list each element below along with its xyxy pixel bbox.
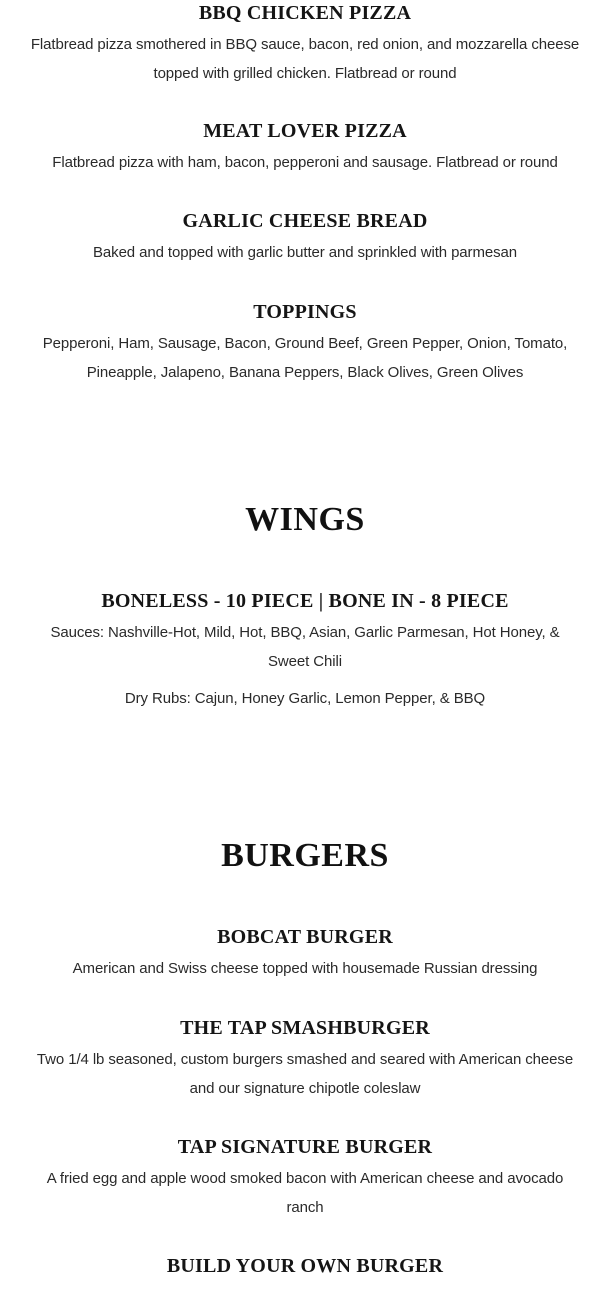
menu-item-garlic-cheese-bread: [0, 208, 610, 267]
menu-item-toppings: [0, 299, 610, 387]
section-title-burgers: BURGERS: [221, 837, 389, 874]
menu-item-title: BBQ CHICKEN PIZZA: [198, 2, 412, 24]
menu-item-title: THE TAP SMASHBURGER: [180, 1017, 430, 1039]
wings-dry-rubs: Dry Rubs: Cajun, Honey Garlic, Lemon Pepper, & BBQ: [124, 690, 486, 707]
menu-item-bobcat-burger: [0, 924, 610, 983]
menu-item-description: Baked and topped with garlic butter and sprinkled with parmesan: [93, 244, 517, 261]
menu-item-wings: [0, 588, 610, 713]
menu-item-title: BONELESS - 10 PIECE | BONE IN - 8 PIECE: [101, 590, 509, 612]
menu-item-title: MEAT LOVER PIZZA: [203, 120, 407, 142]
menu-item-description: Two 1/4 lb seasoned, custom burgers smashed and seared with American cheese and our signature chipotle coleslaw: [36, 1051, 574, 1097]
menu-item-description: Flatbread pizza smothered in BBQ sauce, bacon, red onion, and mozzarella cheese topped with grilled chicken. Flatbread or round: [30, 36, 580, 82]
menu-item-title: TAP SIGNATURE BURGER: [177, 1136, 433, 1158]
wings-sauces: Sauces: Nashville-Hot, Mild, Hot, BBQ, Asian, Garlic Parmesan, Hot Honey, & Sweet Chili: [50, 624, 560, 670]
section-title-wings: WINGS: [245, 501, 365, 538]
menu-item-meat-lover-pizza: [0, 118, 610, 177]
menu-item-title: GARLIC CHEESE BREAD: [182, 210, 428, 232]
menu-item-build-your-own-burger: [0, 1253, 610, 1279]
menu-item-title: BUILD YOUR OWN BURGER: [166, 1255, 444, 1277]
menu-item-description: American and Swiss cheese topped with housemade Russian dressing: [72, 960, 538, 977]
menu-item-tap-smashburger: [0, 1015, 610, 1103]
menu-item-description: Flatbread pizza with ham, bacon, pepperoni and sausage. Flatbread or round: [52, 154, 558, 171]
menu-item-title: TOPPINGS: [253, 301, 357, 323]
menu-item-title: BOBCAT BURGER: [217, 926, 393, 948]
menu-item-tap-signature-burger: [0, 1134, 610, 1222]
menu-item-bbq-chicken-pizza: [0, 0, 610, 88]
menu-item-description: A fried egg and apple wood smoked bacon with American cheese and avocado ranch: [46, 1170, 564, 1216]
menu-item-description: Pepperoni, Ham, Sausage, Bacon, Ground Beef, Green Pepper, Onion, Tomato, Pineapple, Jalapeno, Banana Peppers, Black Olives, Green Olives: [42, 335, 568, 381]
